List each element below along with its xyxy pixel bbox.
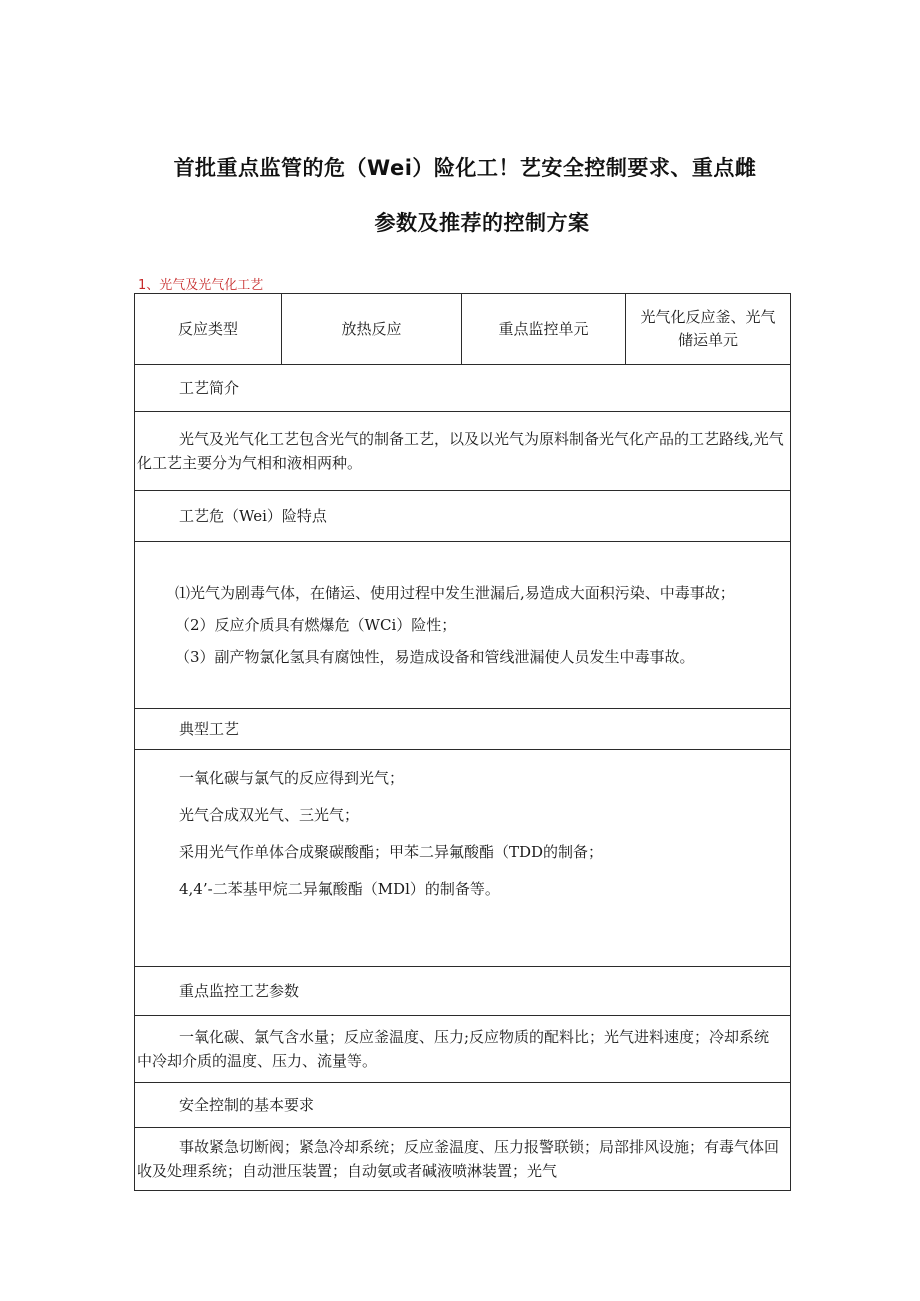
hazard-heading: 工艺危（Wei）险特点: [135, 491, 791, 542]
hazard-item: ⑴光气为剧毒气体，在储运、使用过程中发生泄漏后,易造成大面积污染、中毒事故；: [175, 584, 735, 602]
monitor-unit-label: 重点监控单元: [462, 294, 626, 365]
safety-requirements-heading: 安全控制的基本要求: [135, 1083, 791, 1128]
hazard-item: （2）反应介质具有燃爆危（WCi）险性；: [175, 616, 457, 634]
document-title-line-2: 参数及推荐的控制方案: [374, 211, 590, 235]
table-row: [135, 542, 791, 709]
section-heading: 1、光气及光气化工艺: [138, 278, 264, 293]
table-row: [135, 967, 791, 1016]
typical-process-item: 光气合成双光气、三光气；: [179, 806, 360, 824]
document-title-line-1: 首批重点监管的危（Wei）险化工！艺安全控制要求、重点雌: [173, 156, 757, 180]
process-intro-heading: 工艺简介: [135, 365, 791, 412]
hazard-cell: [135, 542, 791, 709]
process-intro-text: 光气及光气化工艺包含光气的制备工艺，以及以光气为原料制备光气化产品的工艺路线,光气化工艺主要分为气相和液相两种。: [137, 430, 784, 472]
monitor-unit-value-line-2: 储运单元: [677, 331, 738, 349]
reaction-type-label: 反应类型: [135, 294, 282, 365]
key-params-text: 一氧化碳、氯气含水量；反应釜温度、压力;反应物质的配料比；光气进料速度；冷却系统中冷却介质的温度、压力、流量等。: [137, 1028, 770, 1070]
hazard-item: （3）副产物氯化氢具有腐蚀性，易造成设备和管线泄漏使人员发生中毒事故。: [175, 648, 695, 666]
table-row: [135, 750, 791, 967]
process-intro-cell: [135, 412, 791, 491]
typical-process-item: 采用光气作单体合成聚碳酸酯；甲苯二异氟酸酯（TDD的制备；: [179, 843, 604, 861]
monitor-unit-value: [626, 294, 791, 365]
key-params-heading: 重点监控工艺参数: [135, 967, 791, 1016]
table-row: [135, 1128, 791, 1191]
typical-process-heading: 典型工艺: [135, 709, 791, 750]
table-row: [135, 491, 791, 542]
typical-process-item: 一氧化碳与氯气的反应得到光气；: [179, 769, 405, 787]
table-row: [135, 365, 791, 412]
table-row: [135, 709, 791, 750]
table-row: [135, 412, 791, 491]
key-params-cell: [135, 1016, 791, 1083]
safety-requirements-text: 事故紧急切断阀；紧急冷却系统；反应釜温度、压力报警联锁；局部排风设施；有毒气体回收及处理系统；自动泄压装置；自动氨或者碱液喷淋装置；光气: [137, 1138, 780, 1180]
safety-requirements-cell: [135, 1128, 791, 1191]
reaction-type-value: 放热反应: [282, 294, 462, 365]
typical-process-cell: [135, 750, 791, 967]
table-row: [135, 1083, 791, 1128]
table-row: [135, 1016, 791, 1083]
typical-process-item: 4,4’-二苯基甲烷二异氟酸酯（MDl）的制备等。: [179, 880, 500, 898]
monitor-unit-value-line-1: 光气化反应釜、光气: [640, 308, 776, 326]
process-safety-table: [134, 293, 791, 1191]
table-header-row: [135, 294, 791, 365]
